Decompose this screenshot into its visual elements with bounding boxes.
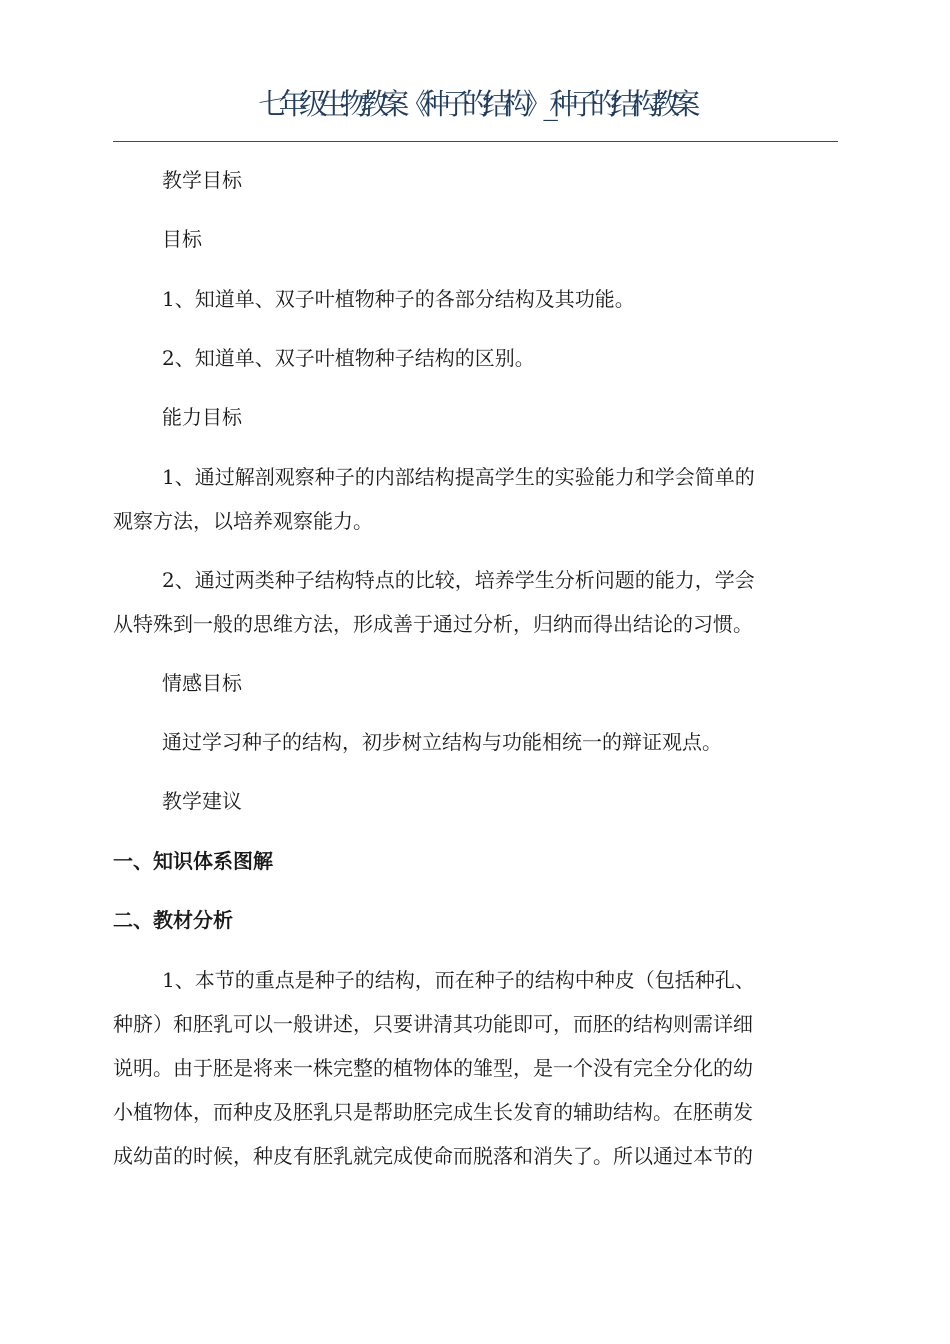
line-objectives: 目标 bbox=[162, 227, 202, 251]
line-ability-objectives: 能力目标 bbox=[162, 405, 242, 429]
line-emotional-objective-text: 通过学习种子的结构，初步树立结构与功能相统一的辩证观点。 bbox=[162, 730, 722, 754]
paragraph-line: 成幼苗的时候，种皮有胚乳就完成使命而脱落和消失了。所以通过本节的 bbox=[113, 1144, 753, 1168]
paragraph-line: 小植物体，而种皮及胚乳只是帮助胚完成生长发育的辅助结构。在胚萌发 bbox=[113, 1100, 753, 1124]
line-objective-2: 2、知道单、双子叶植物种子结构的区别。 bbox=[162, 346, 535, 370]
line-teaching-objectives: 教学目标 bbox=[162, 168, 242, 192]
paragraph-textbook-analysis bbox=[113, 966, 831, 1186]
heading-knowledge-system: 一、知识体系图解 bbox=[113, 849, 273, 873]
paragraph-line: 1、通过解剖观察种子的内部结构提高学生的实验能力和学会简单的 bbox=[162, 465, 755, 489]
paragraph-line: 观察方法，以培养观察能力。 bbox=[113, 509, 373, 533]
line-teaching-suggestions: 教学建议 bbox=[162, 789, 242, 813]
heading-textbook-analysis: 二、教材分析 bbox=[113, 908, 233, 932]
paragraph-ability-1 bbox=[113, 463, 831, 551]
line-emotional-objectives: 情感目标 bbox=[162, 671, 242, 695]
paragraph-line: 种脐）和胚乳可以一般讲述，只要讲清其功能即可，而胚的结构则需详细 bbox=[113, 1012, 753, 1036]
paragraph-line: 说明。由于胚是将来一株完整的植物体的雏型，是一个没有完全分化的幼 bbox=[113, 1056, 753, 1080]
title-underline bbox=[113, 141, 838, 142]
line-objective-1: 1、知道单、双子叶植物种子的各部分结构及其功能。 bbox=[162, 287, 635, 311]
paragraph-line: 1、本节的重点是种子的结构，而在种子的结构中种皮（包括种孔、 bbox=[162, 968, 755, 992]
document-title: 七年级生物教案《种子的结构》_种子的结构教案 bbox=[258, 87, 692, 121]
paragraph-line: 2、通过两类种子结构特点的比较，培养学生分析问题的能力，学会 bbox=[162, 568, 755, 592]
paragraph-ability-2 bbox=[113, 566, 831, 654]
paragraph-line: 从特殊到一般的思维方法，形成善于通过分析，归纳而得出结论的习惯。 bbox=[113, 612, 753, 636]
